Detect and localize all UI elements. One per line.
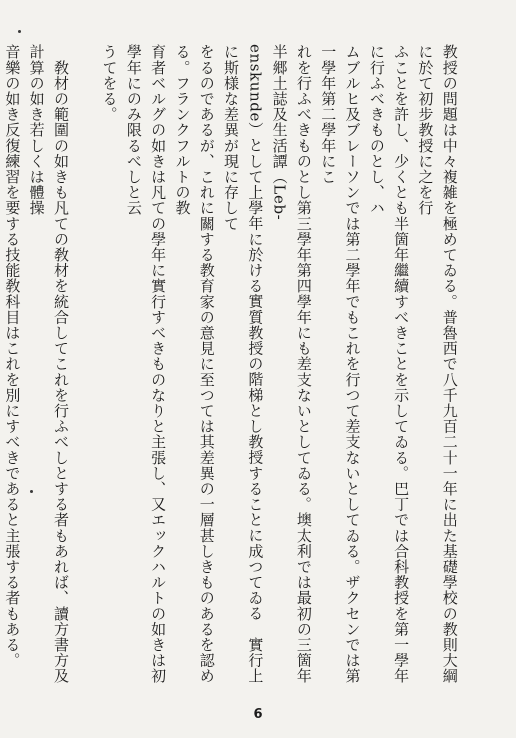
body-text [0,44,486,684]
page-number: 6 [253,707,263,722]
paragraph-1: 教授の問題は中々複雑を極めてゐる。普魯西で八千九百二十一年に出た基礎學校の教則大綱に於て初步教授に之を行 ふことを許し、少くとも半箇年繼續すべきことを示してゐる。巴丁では合科教授を第一學年に行ふべきものとし、ハ ムブルヒ及ブレーソンでは第二學年でもこれを行つて差支ないとしてゐる。ザクセンでは第一學年第二學年にこ れを行ふべきものとし第三學年第四學年にも差支ないとしてゐる。墺太利では最初の三箇年半郷土誌及生活譚（Leb- enskunde）として上學年に於ける實質教授の階梯とし教授することに成つてゐる 實行上に斯様な差異が現に存して をるのであるが、これに關する教育家の意見に至つては其差異の一層甚しきものあるを認める。フランクフルトの教 育者ベルグの如きは凡ての學年に實行すべきものなりと主張し、又エックハルトの如きは初學年にのみ限るべしと云 うてをる。 [100,44,459,684]
paragraph-2: 敎材の範圍の如きも凡ての敎材を統合してこれを行ふべしとする者もあれば、讀方書方及計算の如き若しくは體操 音樂の如き反復練習を要する技能敎科目はこれを別にすべきであると主張する者もある。 [3,44,70,684]
print-speck [18,30,21,33]
print-speck [30,490,33,493]
